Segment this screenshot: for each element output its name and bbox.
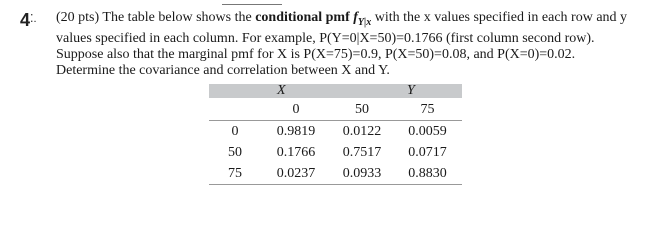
table-cell: 0.0717 — [408, 144, 447, 160]
pmf-symbol — [353, 10, 372, 28]
pmf-letter: f — [353, 10, 358, 25]
corner-cell — [209, 99, 261, 121]
bold-phrase: conditional pmf — [255, 10, 350, 25]
table-row — [209, 121, 462, 143]
table-cell: 0.0237 — [261, 163, 331, 185]
row-header: 75 — [209, 163, 261, 185]
points-label: (20 pts) — [56, 10, 100, 25]
column-variable-label: Y — [407, 83, 415, 98]
problem-number-suffix: ⁚. — [30, 13, 37, 25]
table-cell: 0.0122 — [342, 123, 382, 139]
table-cell: 0.8830 — [393, 163, 462, 185]
statement-part-2: with the x values specified in each row and y values specified in each column. For example, P(Y=0|X=50)=0.1766 (first column second row). Suppose also that the marginal pmf for X is P(X=75)=0.9, P(X=50)=0.08, and P(X=0)=0.02. Determine the covariance and correlation between X and Y. — [56, 10, 628, 78]
column-header: 75 — [393, 99, 462, 121]
cropped-text-fragment — [222, 0, 282, 5]
table-cell: 0.9819 — [276, 123, 316, 139]
problem-number-value: 4 — [20, 10, 31, 30]
table-row — [209, 163, 462, 185]
row-header: 50 — [228, 144, 242, 160]
pmf-subscript: Y|x — [357, 16, 372, 28]
problem-number — [20, 10, 37, 29]
row-header: 0 — [231, 123, 239, 139]
statement-part-1: The table below shows the — [99, 10, 256, 25]
table-cell: 0.0059 — [408, 123, 447, 139]
table-cell: 0.1766 — [276, 144, 316, 160]
conditional-pmf-table — [209, 84, 462, 185]
pmf-grid — [209, 99, 462, 185]
table-cell: 0.0933 — [331, 163, 393, 185]
row-variable-label: X — [277, 83, 286, 98]
column-header: 50 — [331, 99, 393, 121]
column-header-row — [209, 99, 462, 121]
problem-statement — [56, 10, 631, 79]
variable-header-bar — [209, 84, 462, 99]
table-cell: 0.7517 — [342, 144, 382, 160]
table-row — [209, 142, 462, 163]
column-header: 0 — [261, 99, 331, 121]
